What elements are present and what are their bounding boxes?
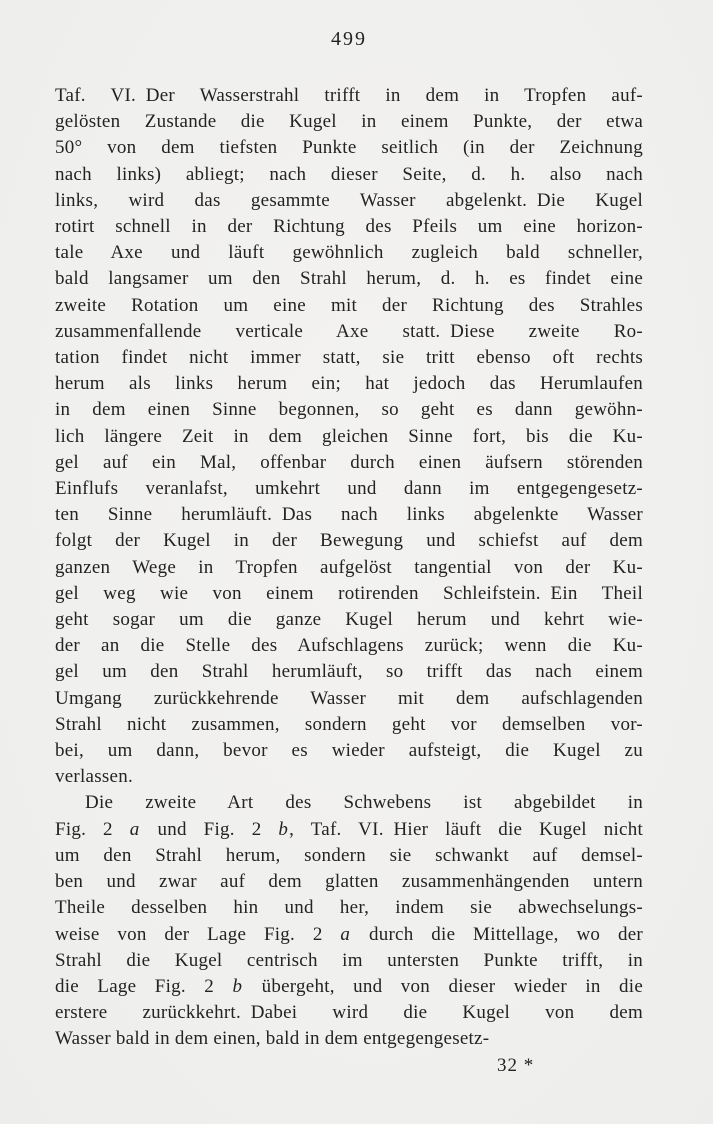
text-line: zweite Rotation um eine mit der Richtung des Strahles [55, 294, 643, 316]
text-line: ben und zwar auf dem glatten zusammenhängenden untern [55, 871, 643, 893]
page-number: 499 [331, 28, 367, 50]
text-line: um den Strahl herum, sondern sie schwankt auf demsel- [55, 844, 643, 866]
paragraph [55, 83, 643, 790]
text-line: ganzen Wege in Tropfen aufgelöst tangential von der Ku- [55, 556, 643, 578]
text-line: der an die Stelle des Aufschlagens zurück; wenn die Ku- [55, 635, 643, 657]
text-line: Strahl die Kugel centrisch im untersten Punkte trifft, in [55, 949, 643, 971]
text-line: Strahl nicht zusammen, sondern geht vor demselben vor- [55, 713, 643, 735]
text-line: erstere zurückkehrt. Dabei wird die Kugel von dem [55, 1002, 643, 1024]
text-line: die Lage Fig. 2 b übergeht, und von dieser wieder in die [55, 975, 644, 997]
text-line: gel weg wie von einem rotirenden Schleifstein. Ein Theil [55, 582, 643, 604]
text-line: folgt der Kugel in der Bewegung und schiefst auf dem [55, 530, 643, 552]
paragraph [55, 790, 643, 1052]
text-line: Fig. 2 a und Fig. 2 b, Taf. VI. Hier läuft die Kugel nicht [55, 818, 643, 840]
text-line: lich längere Zeit in dem gleichen Sinne fort, bis die Ku- [55, 425, 643, 447]
text-line: Die zweite Art des Schwebens ist abgebildet in [85, 792, 643, 814]
text-line: tale Axe und läuft gewöhnlich zugleich bald schneller, [55, 242, 643, 264]
text-line: Einflufs veranlafst, umkehrt und dann im entgegengesetz- [55, 478, 643, 500]
text-line: in dem einen Sinne begonnen, so geht es dann gewöhn- [55, 399, 643, 421]
text-line: weise von der Lage Fig. 2 a durch die Mittellage, wo der [55, 923, 643, 945]
body-text-block [55, 83, 643, 1079]
text-line: ten Sinne herumläuft. Das nach links abgelenkte Wasser [55, 504, 643, 526]
text-line: Theile desselben hin und her, indem sie abwechselungs- [55, 897, 643, 919]
text-line: links, wird das gesammte Wasser abgelenkt. Die Kugel [55, 189, 643, 211]
text-line: geht sogar um die ganze Kugel herum und kehrt wie- [55, 609, 643, 631]
text-line: herum als links herum ein; hat jedoch das Herumlaufen [55, 373, 643, 395]
text-line: nach links) abliegt; nach dieser Seite, d. h. also nach [55, 163, 643, 185]
text-line: 50° von dem tiefsten Punkte seitlich (in der Zeichnung [55, 137, 643, 159]
signature-mark: 32 * [497, 1054, 535, 1076]
text-line: gel um den Strahl herumläuft, so trifft das nach einem [55, 661, 643, 683]
text-line: Taf. VI. Der Wasserstrahl trifft in dem in Tropfen auf- [55, 85, 643, 106]
text-line: bei, um dann, bevor es wieder aufsteigt, die Kugel zu [55, 740, 643, 762]
text-line: Wasser bald in dem einen, bald in dem entgegengesetz- [55, 1028, 490, 1050]
text-line: verlassen. [55, 766, 133, 788]
text-line: Umgang zurückkehrende Wasser mit dem aufschlagenden [55, 687, 643, 709]
text-line: bald langsamer um den Strahl herum, d. h. es findet eine [55, 268, 643, 290]
text-line: tation findet nicht immer statt, sie tritt ebenso oft rechts [55, 347, 643, 369]
text-line: rotirt schnell in der Richtung des Pfeils um eine horizon- [55, 216, 643, 238]
text-line: zusammenfallende verticale Axe statt. Diese zweite Ro- [55, 320, 643, 342]
text-line: gelösten Zustande die Kugel in einem Punkte, der etwa [55, 111, 643, 133]
text-line: gel auf ein Mal, offenbar durch einen äufsern störenden [55, 451, 643, 473]
